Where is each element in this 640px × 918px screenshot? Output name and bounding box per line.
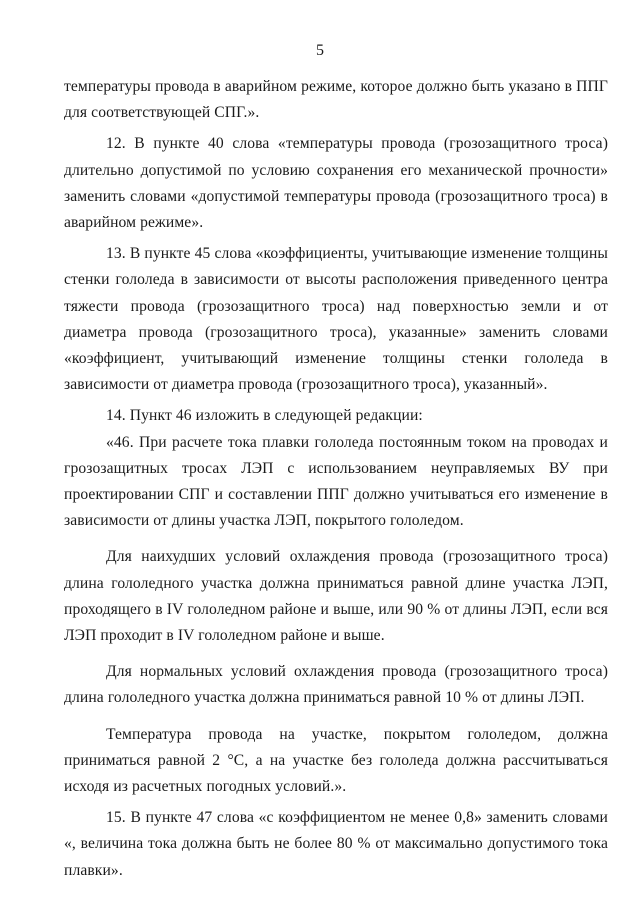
paragraph-temperature: Температура провода на участке, покрытом гололедом, должна приниматься равной 2 °С, а на участке без гололеда должна рассчитываться исходя из расчетных погодных условий.». xyxy=(64,725,608,796)
paragraph-item-14: 14. Пункт 46 изложить в следующей редакции: xyxy=(106,407,423,425)
paragraph-item-15: 15. В пункте 47 слова «с коэффициентом не менее 0,8» заменить словами «, величина тока должна быть не более 80 % от максимально допустимого тока плавки». xyxy=(64,809,608,879)
paragraph-normal-conditions: Для нормальных условий охлаждения провода (грозозащитного троса) длина гололедного участка должна приниматься равной 10 % от длины ЛЭП. xyxy=(64,663,608,707)
paragraph-worst-conditions: Для наихудших условий охлаждения провода (грозозащитного троса) длина гололедного участка должна приниматься равной длине участка ЛЭП, проходящего в IV гололедном районе и выше, или 90 % от длины ЛЭП, если вся ЛЭП проходит в IV гололедном районе и выше. xyxy=(64,548,608,645)
page-number: 5 xyxy=(316,42,324,59)
paragraph-item-13: 13. В пункте 45 слова «коэффициенты, учитывающие изменение толщины стенки гололеда в зависимости от высоты расположения приведенного центра тяжести провода (грозозащитного троса) над поверхностью земли и от диаметра провода (грозозащитного троса), указанные» заменить словами «коэффициент, учитывающий изменение толщины стенки гололеда в зависимости от диаметра провода (грозозащитного троса), указанный». xyxy=(64,245,608,394)
paragraph-item-12: 12. В пункте 40 слова «температуры провода (грозозащитного троса) длительно допустимой по условию сохранения его механической прочности» заменить словами «допустимой температуры провода (грозозащитного троса) в аварийном режиме». xyxy=(64,135,608,232)
paragraph-continuation: температуры провода в аварийном режиме, которое должно быть указано в ППГ для соответствующей СПГ.». xyxy=(64,78,608,122)
document-body xyxy=(64,74,608,884)
paragraph-point-46: «46. При расчете тока плавки гололеда постоянным током на проводах и грозозащитных тросах ЛЭП с использованием неуправляемых ВУ при проектировании СПГ и составлении ППГ должно учитываться его изменение в зависимости от длины участка ЛЭП, покрытого гололедом. xyxy=(64,433,608,530)
